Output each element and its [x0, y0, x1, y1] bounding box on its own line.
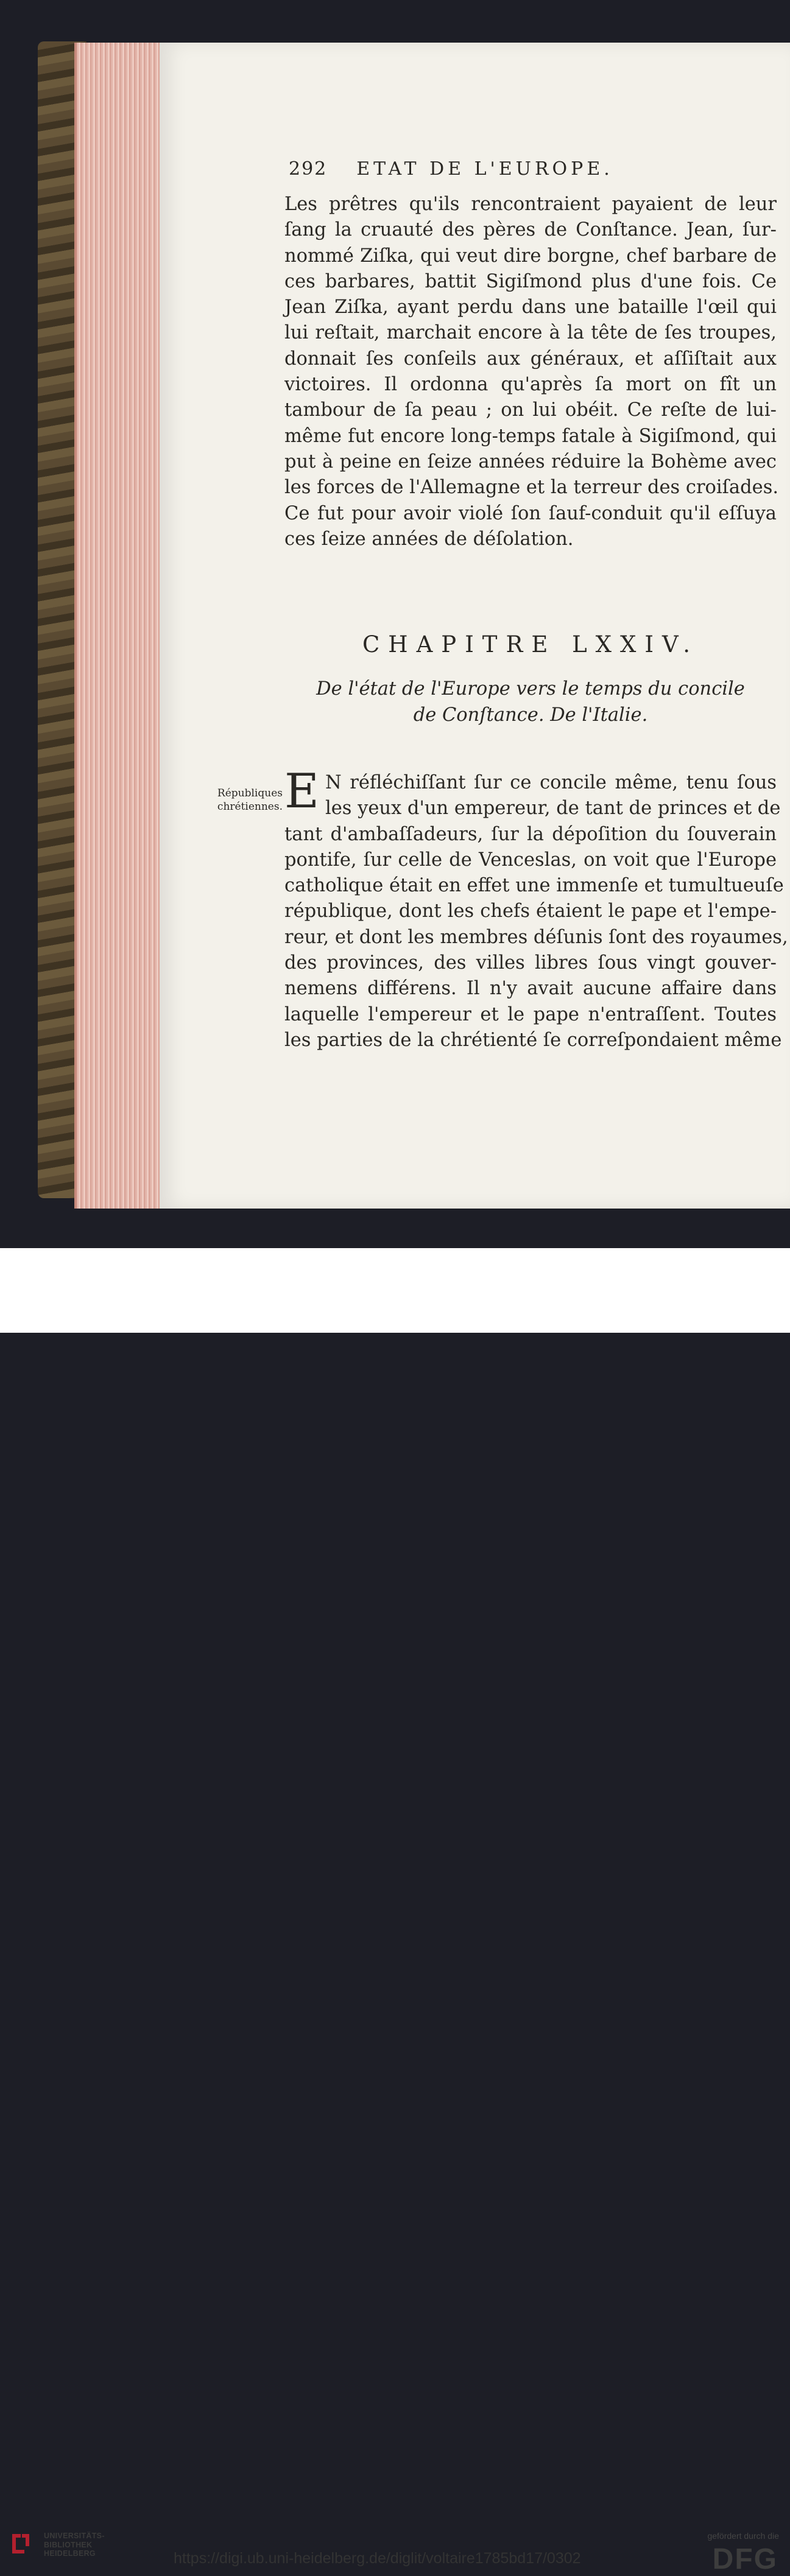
text-line: Les prêtres qu'ils rencontraient payaient de leur [284, 194, 777, 215]
dfg-logo[interactable]: DFG [712, 2543, 778, 2575]
page-edges [74, 43, 162, 1209]
viewer-footer [0, 1248, 790, 2575]
text-line: les forces de l'Allemagne et la terreur des croiſades. [284, 477, 779, 499]
paragraph-2 [284, 764, 788, 1053]
text-line: laquelle l'empereur et le pape n'entraſſent. Toutes [284, 1003, 777, 1025]
running-header [289, 158, 776, 180]
chapter-subtitle-line: De l'état de l'Europe vers le temps du concile [316, 678, 745, 700]
text-line: donnait ſes conſeils aux généraux, et aſſiſtait aux [284, 348, 777, 370]
text-line: catholique était en effet une immenſe et tumultueuſe [284, 875, 784, 897]
text-line: victoires. Il ordonna qu'après ſa mort on fît un [284, 374, 777, 396]
marginal-note-line: Républiques [217, 787, 283, 799]
text-line: lui reſtait, marchait encore à la tête de ſes troupes, [284, 322, 777, 344]
text-line: tambour de ſa peau ; on lui obéit. Ce reſte de lui- [284, 399, 777, 421]
university-library-logo-icon[interactable] [9, 2532, 33, 2556]
funding-note: gefördert durch die [707, 2531, 779, 2541]
chapter-subtitle-line: de Conſtance. De l'Italie. [413, 704, 648, 726]
permalink-url[interactable]: https://digi.ub.uni-heidelberg.de/diglit/voltaire1785bd17/0302 [174, 2550, 581, 2567]
text-line: N réfléchiſſant ſur ce concile même, tenu ſous [325, 772, 777, 793]
text-line: des provinces, des villes libres ſous vingt gouver- [284, 952, 777, 974]
drop-cap: E [284, 764, 319, 819]
paragraph-1 [284, 192, 777, 552]
text-line: ces ſeize années de déſolation. [284, 528, 574, 550]
text-line: Jean Ziſka, ayant perdu dans une bataille l'œil qui [284, 297, 777, 318]
text-line: nemens différens. Il n'y avait aucune affaire dans [284, 978, 777, 1000]
text-line: ces barbares, battit Sigiſmond plus d'une fois. Ce [284, 270, 777, 292]
text-line: les parties de la chrétienté ſe correſpondaient même [284, 1029, 782, 1051]
library-name[interactable] [44, 2532, 105, 2558]
library-name-line: UNIVERSITÄTS- [44, 2532, 105, 2540]
text-line: république, dont les chefs étaient le pape et l'empe- [284, 900, 777, 922]
book-page [160, 43, 790, 1209]
library-name-line: BIBLIOTHEK [44, 2540, 93, 2549]
text-line: les yeux d'un empereur, de tant de princes et de [325, 798, 781, 819]
text-line: ſang la cruauté des pères de Conſtance. Jean, ſur- [284, 219, 777, 241]
text-line: put à peine en ſeize années réduire la Bohème avec [284, 451, 777, 472]
text-line: reur, et dont les membres déſunis ſont des royaumes, [284, 926, 788, 948]
scanned-book-image [0, 0, 790, 1248]
marginal-note-line: chrétiennes. [217, 801, 283, 813]
running-head-title: ETAT DE L'EUROPE. [356, 158, 613, 180]
text-line: tant d'ambaſſadeurs, ſur la dépoſition du ſouverain [284, 823, 777, 845]
chapter-title: CHAPITRE LXXIV. [362, 631, 699, 658]
text-line: Ce fut pour avoir violé ſon ſauf-conduit qu'il eſſuya [284, 502, 777, 524]
text-line: pontife, ſur celle de Venceslas, on voit que l'Europe [284, 849, 777, 871]
page-number: 292 [289, 158, 328, 180]
library-name-line: HEIDELBERG [44, 2549, 96, 2558]
text-line: même fut encore long-temps fatale à Sigiſmond, qui [284, 425, 777, 447]
marginal-note [197, 787, 283, 813]
text-line: nommé Ziſka, qui veut dire borgne, chef barbare de [284, 245, 777, 267]
chapter-subtitle [284, 676, 777, 728]
